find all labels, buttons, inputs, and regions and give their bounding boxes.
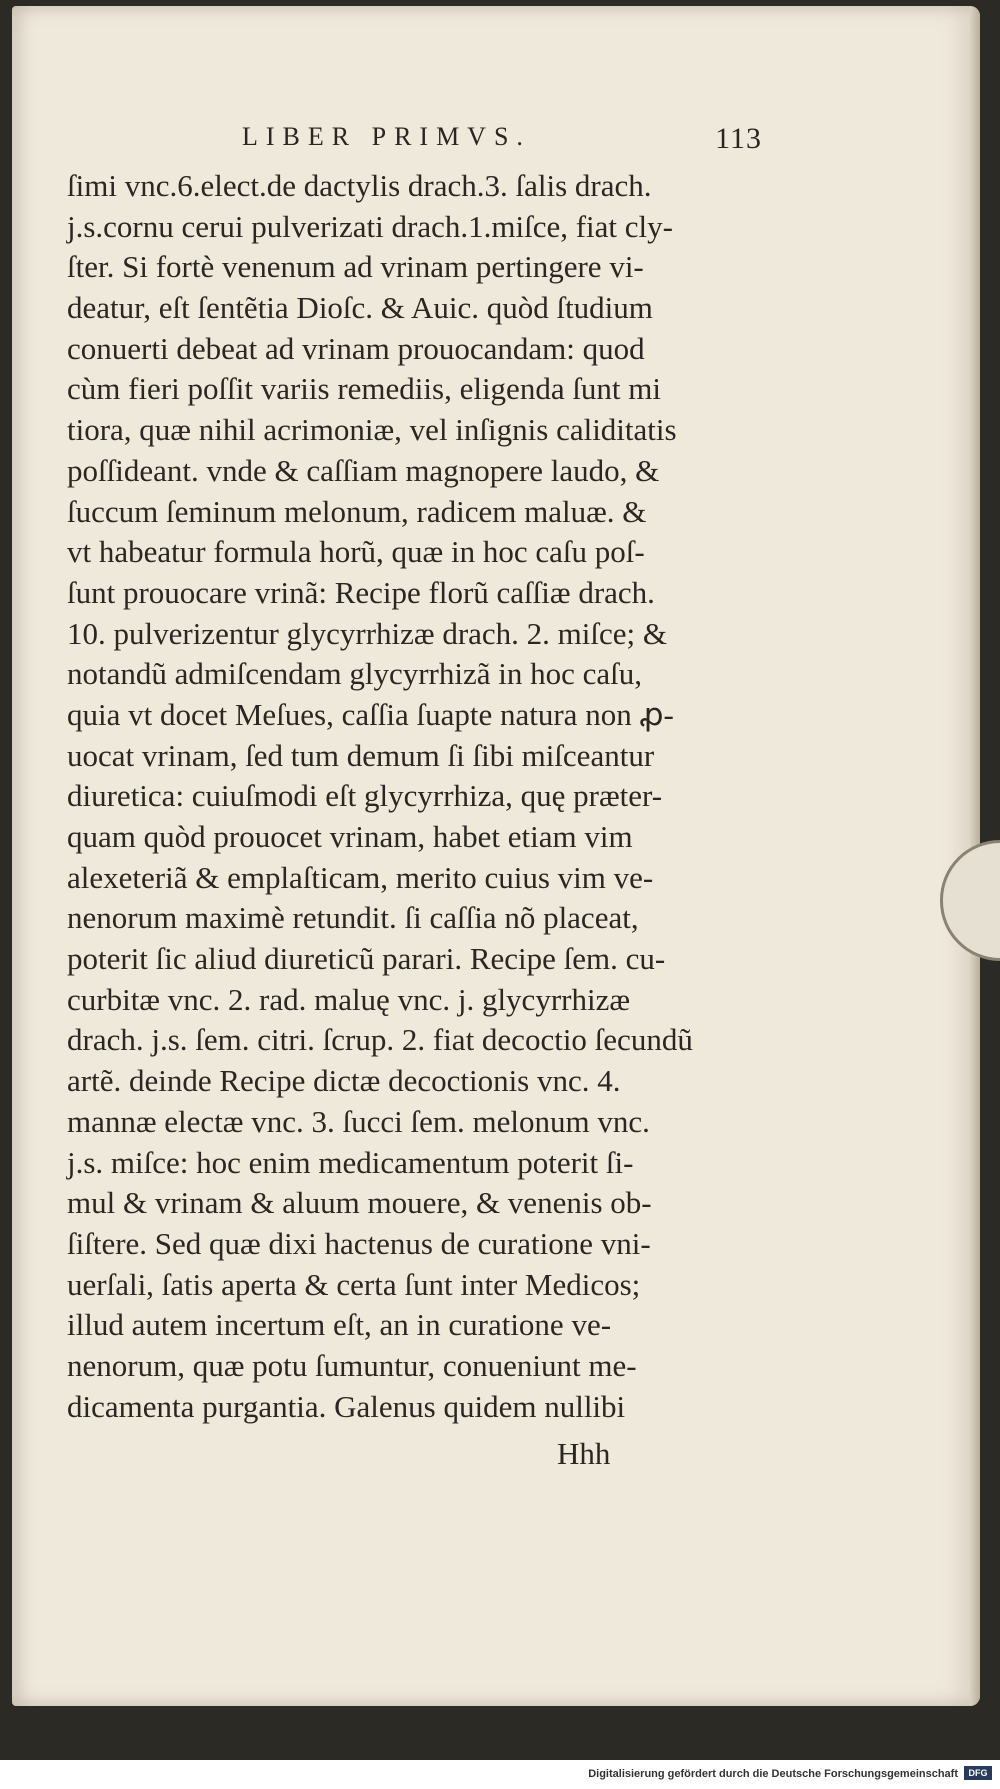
text-line: poſſideant. vnde & caſſiam magnopere laudo, & xyxy=(67,452,660,488)
page-header xyxy=(242,122,762,162)
text-line: notandũ admiſcendam glycyrrhizã in hoc caſu, xyxy=(67,656,643,692)
text-line: diuretica: cuiuſmodi eſt glycyrrhiza, quę præter- xyxy=(67,778,663,814)
text-line: alexeteriã & emplaſticam, merito cuius vim ve- xyxy=(67,859,654,895)
text-line: conuerti debeat ad vrinam prouocandam: quod xyxy=(67,330,645,366)
funding-credit: Digitalisierung gefördert durch die Deutsche Forschungsgemeinschaft xyxy=(588,1768,958,1780)
text-line: ſunt prouocare vrinã: Recipe florũ caſſiæ drach. xyxy=(67,574,655,610)
text-line: vt habeatur formula horũ, quæ in hoc caſu poſ- xyxy=(67,534,645,570)
text-line: tiora, quæ nihil acrimoniæ, vel inſignis caliditatis xyxy=(67,412,677,448)
text-line: poterit ſic aliud diureticũ parari. Recipe ſem. cu- xyxy=(67,941,666,977)
book-page xyxy=(12,6,980,1706)
text-line: illud autem incertum eſt, an in curatione ve- xyxy=(67,1307,612,1343)
text-line: ſimi vnc.6.elect.de dactylis drach.3. ſalis drach. xyxy=(67,168,652,203)
page-number: 113 xyxy=(715,122,762,155)
text-line: mannæ electæ vnc. 3. ſucci ſem. melonum vnc. xyxy=(67,1103,650,1139)
text-line: j.s. miſce: hoc enim medicamentum poterit ſi- xyxy=(67,1144,634,1180)
text-line: uerſali, ſatis aperta & certa ſunt inter Medicos; xyxy=(67,1266,641,1302)
text-line: ſter. Si fortè venenum ad vrinam pertingere vi- xyxy=(67,249,644,285)
dfg-logo-icon: DFG xyxy=(964,1766,992,1780)
body-text xyxy=(67,166,757,1427)
text-line: dicamenta purgantia. Galenus quidem nullibi xyxy=(67,1388,626,1424)
text-line: 10. pulverizentur glycyrrhizæ drach. 2. miſce; & xyxy=(67,615,668,651)
text-line: nenorum maximè retundit. ſi caſſia nõ placeat, xyxy=(67,900,639,936)
text-line: cùm fieri poſſit variis remediis, eligenda ſunt mi xyxy=(67,371,662,407)
text-line: uocat vrinam, ſed tum demum ſi ſibi miſceantur xyxy=(67,737,655,773)
text-line: quia vt docet Meſues, caſſia ſuapte natura non ꝓ- xyxy=(67,696,674,732)
text-line: ſiſtere. Sed quæ dixi hactenus de curatione vni- xyxy=(67,1225,651,1261)
text-line: nenorum, quæ potu ſumuntur, conueniunt me- xyxy=(67,1347,637,1383)
text-line: ſuccum ſeminum melonum, radicem maluæ. & xyxy=(67,493,647,529)
text-line: artẽ. deinde Recipe dictæ decoctionis vnc. 4. xyxy=(67,1063,621,1099)
text-line: curbitæ vnc. 2. rad. maluę vnc. j. glycyrrhizæ xyxy=(67,981,631,1017)
footer-bar xyxy=(0,1760,1000,1789)
text-line: drach. j.s. ſem. citri. ſcrup. 2. fiat decoctio ſecundũ xyxy=(67,1022,693,1058)
text-line: j.s.cornu cerui pulverizati drach.1.miſce, fiat cly- xyxy=(67,208,673,244)
running-head: LIBER PRIMVS. xyxy=(242,122,531,151)
text-line: quam quòd prouocet vrinam, habet etiam vim xyxy=(67,819,633,854)
text-line: deatur, eſt ſentẽtia Dioſc. & Auic. quòd ſtudium xyxy=(67,290,653,326)
text-line: mul & vrinam & aluum mouere, & venenis ob- xyxy=(67,1185,652,1221)
signature-mark: Hhh xyxy=(557,1436,611,1471)
